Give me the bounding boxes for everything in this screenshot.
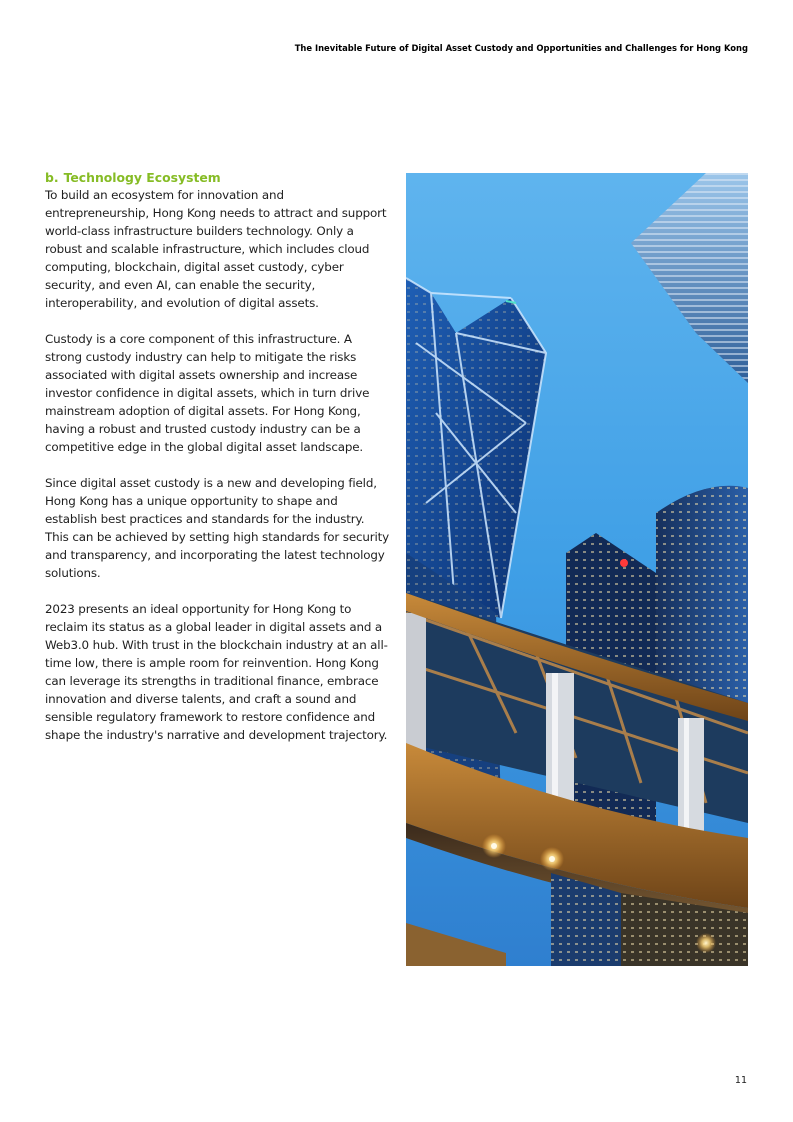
paragraph-3: Since digital asset custody is a new and developing field, Hong Kong has a unique opportunity to shape and establish best practices and standards for the industry. This can be achieved by setting high standards for security and transparency, and incorporating the latest technology solutions. [45,476,390,580]
section-marker: b. [45,170,59,185]
section-heading-text: Technology Ecosystem [63,170,221,185]
skyline-illustration [406,173,748,966]
paragraph-2: Custody is a core component of this infrastructure. A strong custody industry can help to mitigate the risks associated with digital assets ownership and increase investor confidence in digital assets, which in turn drive mainstream adoption of digital assets. For Hong Kong, having a robust and trusted custody industry can be a competitive edge in the global digital asset landscape. [45,332,370,454]
hong-kong-skyscrapers-photo [406,173,748,966]
technology-ecosystem-section [45,170,390,762]
page-number: 11 [734,1075,747,1086]
section-heading [45,170,390,186]
paragraph-1: To build an ecosystem for innovation and entrepreneurship, Hong Kong needs to attract and support world-class infrastructure builders technology. Only a robust and scalable infrastructure, which includes cloud computing, blockchain, digital asset custody, cyber security, and even AI, can enable the security, interoperability, and evolution of digital assets. [45,188,387,310]
running-header: The Inevitable Future of Digital Asset Custody and Opportunities and Challenges for Hong Kong [294,43,748,53]
paragraph-4: 2023 presents an ideal opportunity for Hong Kong to reclaim its status as a global leader in digital assets and a Web3.0 hub. With trust in the blockchain industry at an all-time low, there is ample room for reinvention. Hong Kong can leverage its strengths in traditional finance, embrace innovation and diverse talents, and craft a sound and sensible regulatory framework to restore confidence and shape the industry's narrative and development trajectory. [45,602,388,742]
